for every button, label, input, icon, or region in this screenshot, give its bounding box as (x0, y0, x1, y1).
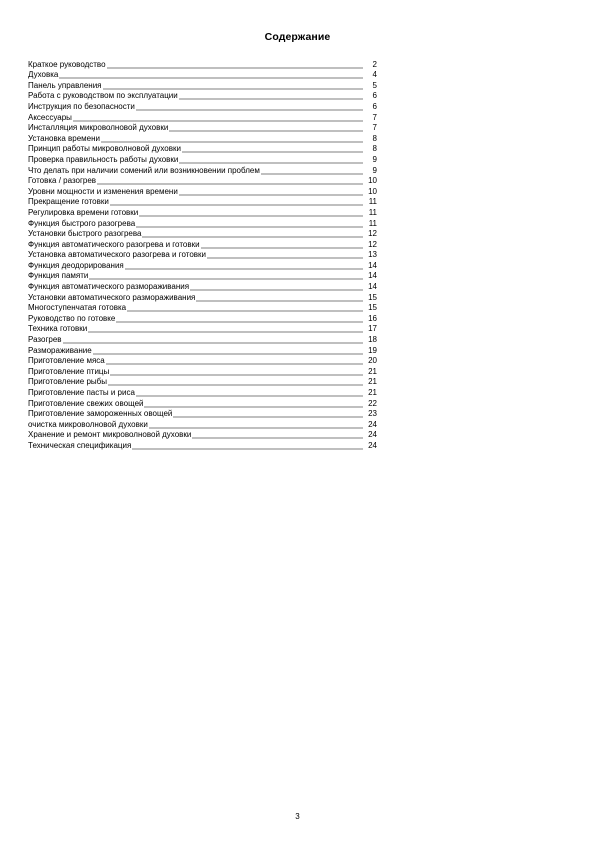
page-number: 3 (295, 812, 300, 821)
toc-entry-page: 21 (368, 366, 377, 376)
toc-entry-page: 18 (368, 335, 377, 345)
table-of-contents (28, 59, 377, 451)
dot-leader (63, 336, 363, 344)
page-title: Содержание (264, 31, 331, 43)
toc-entry-label: Уровни мощности и изменения времени (28, 186, 178, 196)
toc-entry-label: Размораживание (28, 345, 92, 355)
toc-entry-page: 15 (368, 292, 377, 302)
toc-entry (28, 345, 377, 356)
toc-entry (28, 324, 377, 335)
dot-leader (103, 82, 364, 90)
toc-entry-page: 22 (368, 398, 377, 408)
dot-leader (139, 209, 363, 217)
dot-leader (142, 230, 363, 238)
toc-entry-page: 15 (368, 303, 377, 313)
dot-leader (144, 400, 363, 408)
toc-entry-label: Принцип работы микроволновой духовки (28, 144, 181, 154)
dot-leader (125, 262, 363, 270)
toc-entry-label: Приготовление рыбы (28, 377, 107, 387)
toc-entry-page: 6 (372, 101, 377, 111)
toc-entry-page: 9 (372, 165, 377, 175)
toc-entry (28, 123, 377, 134)
toc-entry (28, 218, 377, 229)
toc-entry-label: Что делать при наличии сомений или возникновении проблем (28, 165, 260, 175)
toc-entry-label: Установки автоматического размораживания (28, 292, 196, 302)
dot-leader (149, 421, 363, 429)
dot-leader (136, 389, 363, 397)
toc-entry (28, 154, 377, 165)
toc-entry (28, 186, 377, 197)
toc-entry (28, 133, 377, 144)
toc-entry (28, 398, 377, 409)
toc-entry-page: 8 (372, 133, 377, 143)
toc-entry (28, 112, 377, 123)
toc-entry (28, 165, 377, 176)
dot-leader (169, 124, 363, 132)
dot-leader (89, 272, 363, 280)
toc-entry-page: 11 (368, 207, 377, 217)
dot-leader (136, 103, 363, 111)
toc-entry-label: Функция быстрого разогрева (28, 218, 136, 228)
toc-entry-label: Разогрев (28, 335, 62, 345)
toc-entry-page: 14 (368, 260, 377, 270)
toc-entry (28, 409, 377, 420)
toc-entry (28, 59, 377, 70)
dot-leader (97, 177, 363, 185)
toc-entry (28, 80, 377, 91)
dot-leader (190, 283, 363, 291)
toc-entry-page: 17 (368, 324, 377, 334)
toc-entry (28, 303, 377, 314)
toc-entry (28, 292, 377, 303)
toc-entry-page: 24 (368, 440, 377, 450)
toc-entry-page: 21 (368, 388, 377, 397)
toc-entry (28, 229, 377, 240)
toc-entry-page: 6 (372, 91, 377, 101)
toc-entry-label: Многоступенчатая готовка (28, 303, 127, 313)
toc-entry-label: Приготовление птицы (28, 366, 110, 376)
toc-entry-label: Функция автоматического разогрева и готовки (28, 239, 200, 249)
toc-entry-label: Проверка правильность работы духовки (28, 154, 179, 164)
toc-entry (28, 313, 377, 324)
toc-entry-page: 13 (368, 250, 377, 260)
toc-entry (28, 430, 377, 441)
toc-entry (28, 239, 377, 250)
dot-leader (179, 92, 363, 100)
toc-entry-label: Руководство по готовке (28, 313, 116, 323)
dot-leader (261, 167, 363, 175)
toc-entry (28, 334, 377, 345)
toc-entry-label: Установка времени (28, 133, 101, 143)
dot-leader (173, 410, 363, 418)
dot-leader (207, 251, 363, 259)
dot-leader (182, 145, 363, 153)
toc-entry-label: Установки быстрого разогрева (28, 229, 142, 239)
toc-entry-page: 14 (368, 282, 377, 292)
toc-entry (28, 387, 377, 398)
dot-leader (106, 357, 363, 365)
toc-entry (28, 419, 377, 430)
toc-entry-label: Функция автоматического размораживания (28, 282, 190, 292)
toc-entry-label: Установка автоматического разогрева и готовки (28, 250, 206, 260)
toc-entry-page: 5 (372, 80, 377, 90)
dot-leader (88, 325, 363, 333)
toc-entry (28, 197, 377, 208)
dot-leader (110, 368, 363, 376)
toc-entry-label: Краткое руководство (28, 59, 106, 69)
toc-entry-label: Аксессуары (28, 112, 72, 122)
toc-entry-page: 11 (368, 218, 377, 228)
toc-entry-label: Техника готовки (28, 324, 88, 334)
toc-entry-page: 10 (368, 176, 377, 186)
dot-leader (110, 198, 363, 206)
dot-leader (192, 431, 363, 439)
dot-leader (116, 315, 363, 323)
toc-entry-label: Прекращение готовки (28, 197, 109, 207)
toc-entry (28, 144, 377, 155)
dot-leader (201, 241, 363, 249)
toc-entry-page: 4 (372, 70, 377, 80)
toc-entry-label: Функция памяти (28, 271, 89, 281)
dot-leader (196, 294, 363, 302)
toc-entry (28, 356, 377, 367)
toc-entry-page: 20 (368, 356, 377, 366)
toc-entry-page: 12 (368, 239, 377, 249)
toc-entry-label: Приготовление замороженных овощей (28, 409, 173, 419)
toc-entry-page: 21 (368, 377, 377, 387)
toc-entry-label: Духовка (28, 70, 59, 80)
dot-leader (93, 347, 363, 355)
toc-entry-page: 23 (368, 409, 377, 419)
toc-entry-label: Хранение и ремонт микроволновой духовки (28, 430, 192, 440)
toc-entry (28, 101, 377, 112)
dot-leader (179, 188, 363, 196)
toc-entry-page: 19 (368, 345, 377, 355)
toc-entry-page: 14 (368, 271, 377, 281)
toc-entry-page: 7 (372, 112, 377, 122)
dot-leader (107, 61, 363, 69)
toc-entry-page: 2 (372, 59, 377, 69)
toc-entry-page: 24 (368, 419, 377, 429)
toc-entry-label: очистка микроволновой духовки (28, 419, 148, 429)
dot-leader (132, 442, 363, 450)
toc-entry-page: 10 (368, 186, 377, 196)
toc-entry (28, 281, 377, 292)
toc-entry (28, 440, 377, 451)
toc-entry-label: Приготовление мяса (28, 356, 105, 366)
toc-entry (28, 271, 377, 282)
dot-leader (108, 378, 363, 386)
toc-entry (28, 377, 377, 388)
toc-entry (28, 70, 377, 81)
toc-entry-page: 9 (372, 154, 377, 164)
toc-entry-page: 11 (368, 197, 377, 207)
dot-leader (136, 220, 363, 228)
dot-leader (59, 71, 363, 79)
toc-entry-page: 16 (368, 313, 377, 323)
dot-leader (101, 135, 363, 143)
toc-entry (28, 250, 377, 261)
toc-entry (28, 207, 377, 218)
toc-entry-page: 12 (368, 229, 377, 239)
toc-entry-label: Панель управления (28, 80, 102, 90)
toc-entry-page: 7 (372, 123, 377, 133)
toc-entry (28, 176, 377, 187)
toc-entry-label: Работа с руководством по эксплуатации (28, 91, 178, 101)
dot-leader (179, 156, 363, 164)
toc-entry (28, 91, 377, 102)
toc-entry-page: 8 (372, 144, 377, 154)
dot-leader (73, 114, 363, 122)
toc-entry-page: 24 (368, 430, 377, 440)
toc-entry-label: Приготовление пасты и риса (28, 388, 135, 397)
dot-leader (127, 304, 363, 312)
toc-entry-label: Приготовление свежих овощей (28, 398, 144, 408)
toc-entry-label: Техническая спецификация (28, 440, 132, 450)
toc-entry-label: Инструкция по безопасности (28, 101, 135, 111)
toc-entry (28, 260, 377, 271)
toc-entry-label: Готовка / разогрев (28, 176, 97, 186)
toc-entry-label: Регулировка времени готовки (28, 207, 139, 217)
toc-entry-label: Инсталляция микроволновой духовки (28, 123, 169, 133)
toc-entry-label: Функция деодорирования (28, 260, 124, 270)
toc-entry (28, 366, 377, 377)
